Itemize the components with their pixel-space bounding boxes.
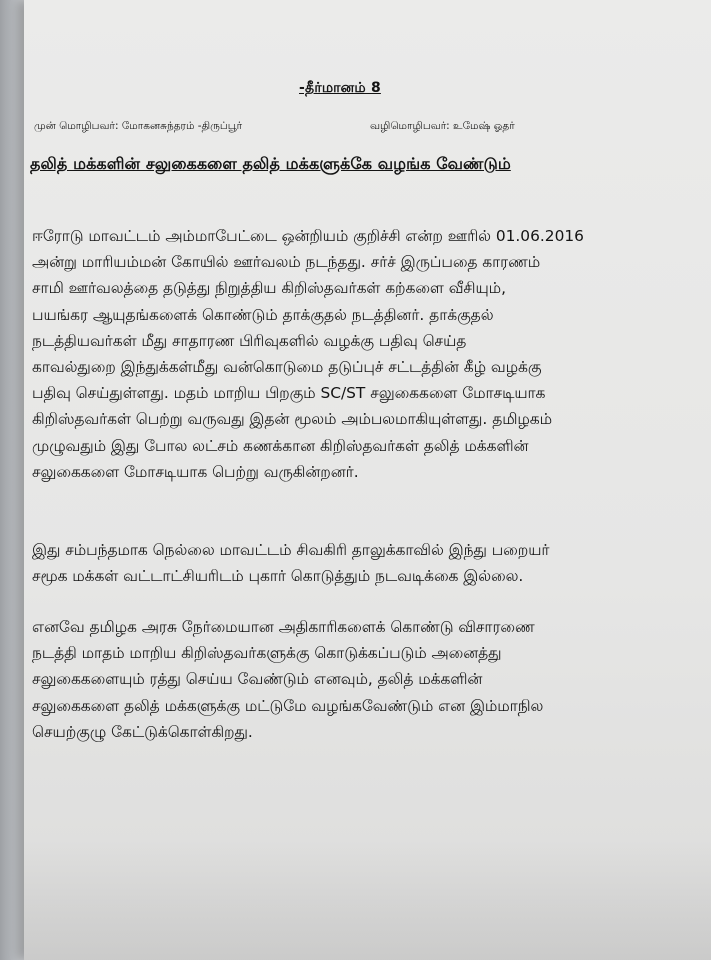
paragraph-3: எனவே தமிழக அரசு நேர்மையான அதிகாரிகளைக் கொண்டு விசாரணை நடத்தி மாதம் மாறிய கிறிஸ்தவர்களுக்கு கொடுக்கப்படும் அனைத்து சலுகைகளையும் ரத்து செய்ய வேண்டும் எனவும், தலித் மக்களின் சலுகைகளை தலித் மக்களுக்கு மட்டுமே வழங்கவேண்டும் என இம்மாநில செயற்குழு கேட்டுக்கொள்கிறது. xyxy=(32,618,544,741)
resolution-heading: -தீர்மானம் 8 xyxy=(299,80,381,96)
paper-shadow xyxy=(24,840,711,960)
seconder-text: வழிமொழிபவர்: உமேஷ் ஓதர் xyxy=(370,120,515,132)
paragraph-1: ஈரோடு மாவட்டம் அம்மாபேட்டை ஒன்றியம் குறிச்சி என்ற ஊரில் 01.06.2016 அன்று மாரியம்மன் கோயில் ஊர்வலம் நடந்தது. சர்ச் இருப்பதை காரணம் சாமி ஊர்வலத்தை தடுத்து நிறுத்திய கிறிஸ்தவர்கள் கற்களை வீசியும், பயங்கர ஆயுதங்களைக் கொண்டும் தாக்குதல் நடத்தினர். தாக்குதல் நடத்தியவர்கள் மீது சாதாரண பிரிவுகளில் வழக்கு பதிவு செய்த காவல்துறை இந்துக்கள்மீது வன்கொடுமை தடுப்புச் சட்டத்தின் கீழ் வழக்கு பதிவு செய்துள்ளது. மதம் மாறிய பிறகும் SC/ST சலுகைகளை மோசடியாக கிறிஸ்தவர்கள் பெற்று வருவது இதன் மூலம் அம்பலமாகியுள்ளது. தமிழகம் முழுவதும் இது போல லட்சம் கணக்கான கிறிஸ்தவர்கள் தலித் மக்களின் சலுகைகளை மோசடியாக பெற்று வருகின்றனர். xyxy=(32,227,584,481)
proposer-text: முன் மொழிபவர்: மோகனசுந்தரம் -திருப்பூர் xyxy=(34,120,243,132)
document-page xyxy=(24,0,711,960)
paragraph-2: இது சம்பந்தமாக நெல்லை மாவட்டம் சிவகிரி தாலுக்காவில் இந்து பறையர் சமூக மக்கள் வட்டாட்சியரிடம் புகார் கொடுத்தும் நடவடிக்கை இல்லை. xyxy=(32,541,550,586)
resolution-title: தலித் மக்களின் சலுகைகளை தலித் மக்களுக்கே வழங்க வேண்டும் xyxy=(30,154,511,173)
